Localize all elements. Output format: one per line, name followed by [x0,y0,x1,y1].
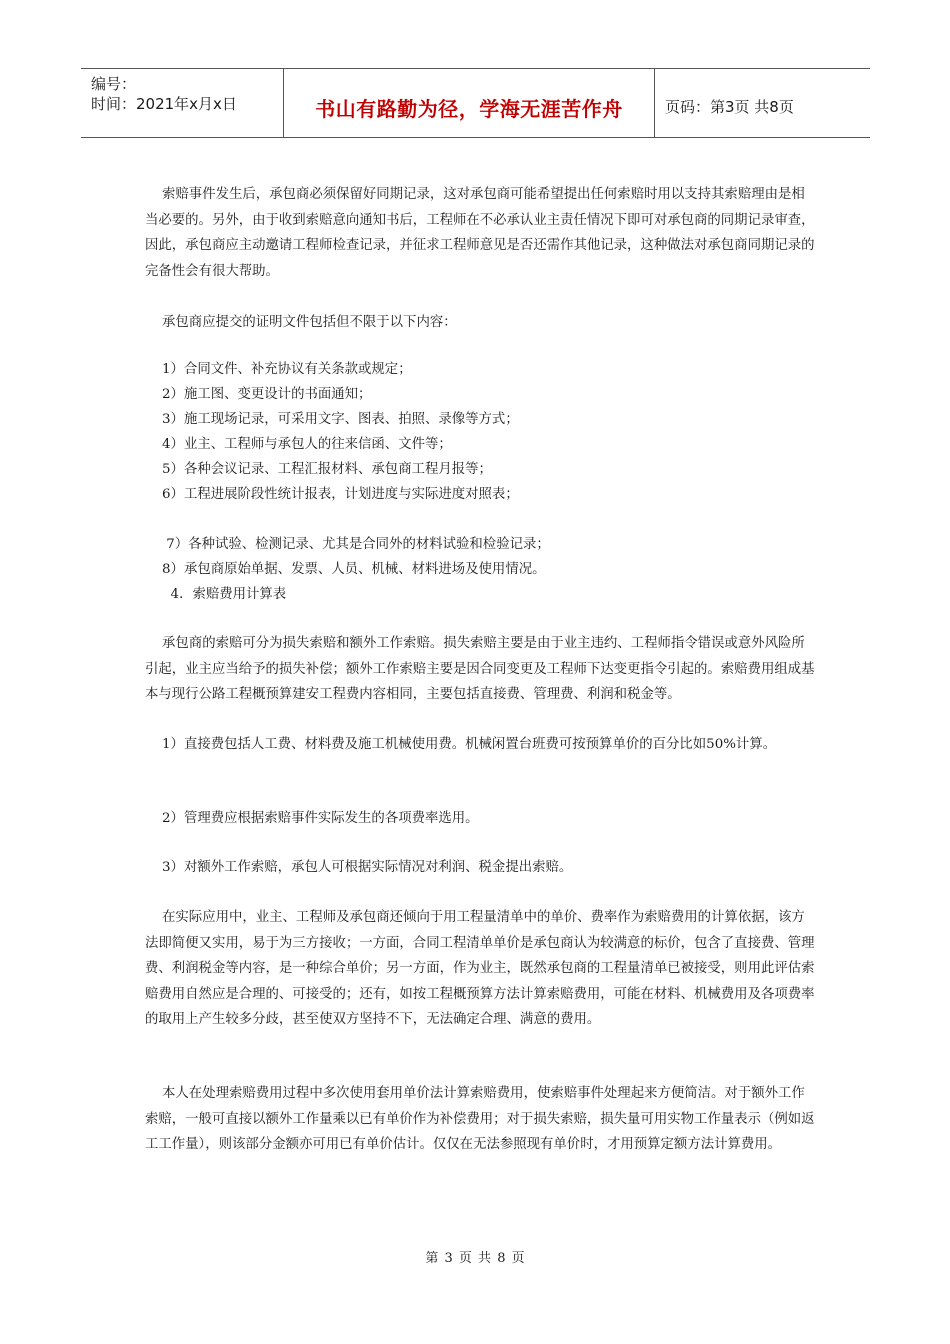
paragraph-management-cost: 2）管理费应根据索赔事件实际发生的各项费率选用。 [145,811,479,826]
paragraph-unit-price-method: 本人在处理索赔费用过程中多次使用套用单价法计算索赔费用，使索赔事件处理起来方便简洁。对于额外工作索赔，一般可直接以额外工作量乘以已有单价作为补偿费用；对于损失索赔，损失量可用实物工作量表示（例如返工工作量），则该部分金额亦可用已有单价估计。仅仅在无法参照现有单价时，才用预算定额方法计算费用。 [145,1086,815,1153]
header-motto: 书山有路勤为径，学海无涯苦作舟 [315,97,623,121]
document-number-label: 编号： [91,75,137,93]
list-item: 5）各种会议记录、工程汇报材料、承包商工程月报等； [145,462,492,477]
list-item: 3）施工现场记录，可采用文字、图表、拍照、录像等方式； [145,412,519,427]
header-info-cell [81,69,284,137]
paragraph-direct-cost: 1）直接费包括人工费、材料费及施工机械使用费。机械闲置台班费可按预算单价的百分比如50%计算。 [145,737,777,752]
header-motto-cell [284,69,655,137]
header-page-label: 页码：第3页 共8页 [665,98,794,116]
page-footer: 第 3 页 共 8 页 [425,1251,525,1266]
page-header [81,68,870,138]
list-item: 1）合同文件、补充协议有关条款或规定； [145,362,412,377]
list-item: 8）承包商原始单据、发票、人员、机械、材料进场及使用情况。 [145,562,546,577]
list-item: 6）工程进展阶段性统计报表，计划进度与实际进度对照表； [145,487,519,502]
paragraph-practical-application: 在实际应用中，业主、工程师及承包商还倾向于用工程量清单中的单价、费率作为索赔费用的计算依据，该方法即简便又实用，易于为三方接收；一方面，合同工程清单单价是承包商认为较满意的标价，包含了直接费、管理费、利润税金等内容，是一种综合单价；另一方面，作为业主，既然承包商的工程量清单已被接受，则用此评估索赔费用自然应是合理的、可接受的；还有，如按工程概预算方法计算索赔费用，可能在材料、机械费用及各项费率的取用上产生较多分歧，甚至使双方坚持不下，无法确定合理、满意的费用。 [145,910,815,1028]
paragraph-claim-types: 承包商的索赔可分为损失索赔和额外工作索赔。损失索赔主要是由于业主违约、工程师指令错误或意外风险所引起，业主应当给予的损失补偿；额外工作索赔主要是因合同变更及工程师下达变更指令引起的。索赔费用组成基本与现行公路工程概预算建安工程费内容相同，主要包括直接费、管理费、利润和税金等。 [145,636,815,703]
list-item: 4）业主、工程师与承包人的往来信函、文件等； [145,437,452,452]
paragraph-documents-intro: 承包商应提交的证明文件包括但不限于以下内容： [145,315,457,330]
paragraph-records: 索赔事件发生后，承包商必须保留好同期记录，这对承包商可能希望提出任何索赔时用以支持其索赔理由是相当必要的。另外，由于收到索赔意向通知书后，工程师在不必承认业主责任情况下即可对承包商的同期记录审查，因此，承包商应主动邀请工程师检查记录，并征求工程师意见是否还需作其他记录，这种做法对承包商同期记录的完备性会有很大帮助。 [145,187,815,279]
header-page-cell [655,69,870,137]
list-item: 7）各种试验、检测记录、尤其是合同外的材料试验和检验记录； [145,537,550,552]
list-item: 2）施工图、变更设计的书面通知； [145,387,372,402]
paragraph-profit-tax: 3）对额外工作索赔，承包人可根据实际情况对利润、税金提出索赔。 [145,860,573,875]
document-date-label: 时间：2021年x月x日 [91,95,237,113]
section-heading: 4．索赔费用计算表 [145,587,287,602]
